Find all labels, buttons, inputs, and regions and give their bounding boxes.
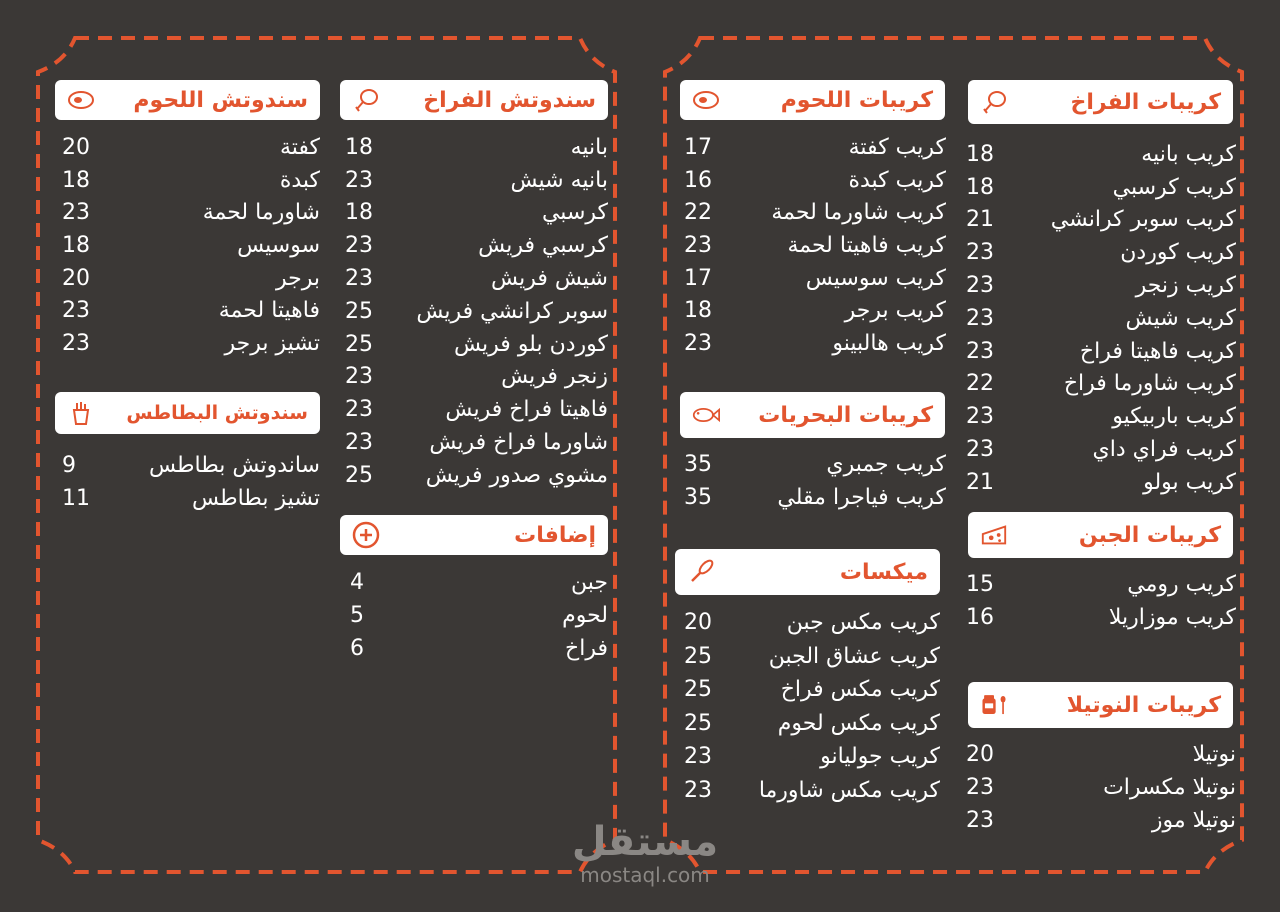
menu-item [345,229,608,262]
item-name: كريب موزاريلا [1108,605,1236,630]
section-title: سندوتش البطاطس [126,402,308,424]
menu-item [345,393,608,426]
item-price: 35 [684,452,712,477]
item-price: 18 [966,174,994,200]
item-name: كريب فياجرا مقلي [777,485,946,510]
fish-icon [692,401,720,429]
item-name: كريب مكس شاورما [758,777,940,803]
menu-item [684,327,946,360]
items-meat-crepes [684,131,946,360]
item-price: 22 [684,200,712,226]
item-price: 23 [62,298,90,324]
menu-item [62,131,320,164]
item-price: 21 [966,207,994,233]
item-name: لحوم [562,603,608,628]
menu-item [684,448,946,481]
item-price: 16 [966,605,994,630]
items-chicken-sandwich [345,131,608,492]
section-header-cheese-crepes [968,512,1233,558]
menu-item [62,294,320,327]
item-name: فاهيتا لحمة [218,298,320,324]
item-price: 23 [966,775,994,800]
items-mixes [684,606,940,807]
item-price: 23 [345,364,373,390]
menu-item [345,459,608,492]
item-price: 18 [62,232,90,258]
item-price: 23 [345,397,373,423]
item-price: 23 [62,200,90,226]
menu-item [350,566,608,599]
chicken-leg-icon [980,88,1008,116]
item-name: شاورما لحمة [202,200,320,226]
section-header-meat-crepes [680,80,945,120]
item-price: 23 [345,233,373,259]
item-price: 23 [684,330,712,356]
menu-item [966,568,1236,601]
items-chicken-crepes [966,138,1236,499]
item-name: كريب شاورما لحمة [771,200,946,226]
section-header-mixes [675,549,940,595]
menu-item [684,164,946,197]
item-name: كريب فاهيتا فراخ [1079,338,1236,364]
item-price: 23 [966,808,994,833]
menu-item [62,164,320,197]
steak-icon [692,86,720,114]
item-name: كريب فراي داي [1092,437,1236,463]
item-name: كريب بولو [1143,469,1236,495]
item-price: 23 [966,338,994,364]
section-title: إضافات [514,522,596,548]
item-price: 17 [684,134,712,160]
section-header-chicken-crepes [968,80,1233,124]
item-price: 25 [684,643,712,669]
menu-item [684,740,940,774]
item-price: 23 [966,305,994,331]
item-price: 20 [684,610,712,636]
menu-item [62,262,320,295]
menu-item [966,236,1236,269]
menu-item [966,368,1236,401]
item-name: كفتة [279,134,320,160]
item-name: كريب برجر [844,298,946,324]
item-name: ساندوتش بطاطس [148,453,320,478]
menu-item [684,606,940,640]
menu-item [966,335,1236,368]
section-header-additions [340,515,608,555]
watermark-arabic: مستقل [571,819,719,865]
item-name: كريب مكس جبن [786,610,940,636]
item-name: كريب جوليانو [820,744,940,770]
menu-item [350,632,608,665]
item-price: 16 [684,167,712,193]
item-price: 5 [350,603,364,628]
menu-item [684,673,940,707]
items-additions [350,566,608,665]
section-title: سندوتش الفراخ [423,87,596,113]
menu-item [966,269,1236,302]
item-name: كرسبي فريش [478,233,608,259]
item-name: نوتيلا مكسرات [1103,775,1236,800]
section-title: كريبات الفراخ [1070,89,1221,115]
item-price: 21 [966,469,994,495]
item-name: كريب كرسبي [1112,174,1236,200]
item-name: تشيز بطاطس [192,486,320,511]
item-price: 22 [966,371,994,397]
menu-item [684,640,940,674]
menu-item [345,262,608,295]
menu-item [345,361,608,394]
menu-item [345,328,608,361]
item-name: كريب جمبري [826,452,946,477]
item-price: 17 [684,265,712,291]
section-header-potato-sandwich [55,392,320,434]
item-name: كريب فاهيتا لحمة [787,232,946,258]
item-name: كريب عشاق الجبن [768,643,940,669]
section-title: كريبات النوتيلا [1066,692,1221,718]
section-header-chicken-sandwich [340,80,608,120]
menu-item [684,131,946,164]
menu-item [966,138,1236,171]
item-price: 18 [345,200,373,226]
item-name: كريب كوردن [1120,240,1236,266]
menu-item [62,482,320,515]
menu-item [684,707,940,741]
menu-item [62,196,320,229]
item-price: 18 [62,167,90,193]
menu-item [966,601,1236,634]
menu-item [966,171,1236,204]
items-nutella-crepes [966,738,1236,837]
item-name: كريب باربيكيو [1112,404,1236,430]
item-name: بانيه [570,134,608,160]
item-name: كريب شاورما فراخ [1063,371,1236,397]
cheese-icon [980,521,1008,549]
menu-item [62,229,320,262]
item-price: 20 [966,742,994,767]
item-price: 23 [966,437,994,463]
item-price: 23 [62,330,90,356]
item-price: 23 [345,266,373,292]
menu-item [966,804,1236,837]
item-price: 35 [684,485,712,510]
item-price: 9 [62,453,76,478]
menu-item [684,294,946,327]
item-name: كريب سوسيس [805,265,946,291]
menu-item [966,400,1236,433]
item-name: شاورما فراخ فريش [429,430,608,456]
item-price: 25 [345,331,373,357]
item-name: سوسيس [237,232,320,258]
items-seafood-crepes [684,448,946,514]
item-price: 23 [966,240,994,266]
item-name: فاهيتا فراخ فريش [445,397,608,423]
section-header-nutella-crepes [968,682,1233,728]
item-name: شيش فريش [491,266,608,292]
steak-icon [67,86,95,114]
item-price: 25 [345,462,373,488]
item-name: كرسبي [541,200,608,226]
item-price: 25 [684,710,712,736]
section-title: كريبات اللحوم [780,87,933,113]
item-price: 23 [345,167,373,193]
items-potato-sandwich [62,449,320,515]
items-cheese-crepes [966,568,1236,634]
item-price: 25 [345,298,373,324]
item-price: 25 [684,677,712,703]
menu-item [684,196,946,229]
section-header-meat-sandwich [55,80,320,120]
menu-item [966,771,1236,804]
item-name: كريب رومي [1127,572,1236,597]
item-name: كريب هالبينو [832,330,946,356]
menu-item [350,599,608,632]
item-name: جبن [571,570,608,595]
menu-item [684,481,946,514]
item-name: مشوي صدور فريش [425,462,608,488]
item-name: فراخ [565,636,608,661]
menu-item [966,433,1236,466]
item-name: كريب مكس فراخ [780,677,940,703]
item-price: 6 [350,636,364,661]
menu-item [684,774,940,808]
item-name: كريب زنجر [1135,273,1236,299]
item-price: 20 [62,265,90,291]
section-title: سندوتش اللحوم [133,87,308,113]
section-title: ميكسات [839,559,928,585]
item-price: 4 [350,570,364,595]
whisk-icon [687,558,715,586]
section-title: كريبات الجبن [1078,522,1221,548]
menu-item [684,262,946,295]
item-name: نوتيلا [1192,742,1236,767]
menu-item [966,466,1236,499]
menu-item [345,426,608,459]
item-price: 23 [966,404,994,430]
item-price: 23 [966,273,994,299]
item-name: كريب كفتة [848,134,946,160]
plus-circle-icon [352,521,380,549]
menu-item [345,295,608,328]
item-name: كريب مكس لحوم [777,710,940,736]
item-name: تشيز برجر [224,330,320,356]
item-name: كريب بانيه [1141,141,1236,167]
menu-item [345,164,608,197]
fries-icon [67,399,95,427]
item-price: 23 [684,744,712,770]
menu-item [62,327,320,360]
item-name: كريب سوبر كرانشي [1050,207,1236,233]
section-header-seafood-crepes [680,392,945,438]
item-name: كوردن بلو فريش [454,331,608,357]
item-name: كبدة [279,167,320,193]
menu-item [966,302,1236,335]
item-price: 23 [684,777,712,803]
item-name: كريب شيش [1125,305,1236,331]
item-price: 23 [345,430,373,456]
item-price: 18 [345,134,373,160]
menu-item [62,449,320,482]
item-name: كريب كبدة [848,167,946,193]
menu-item [966,204,1236,237]
watermark [560,820,730,886]
items-meat-sandwich [62,131,320,360]
item-price: 11 [62,486,90,511]
item-name: برجر [276,265,320,291]
item-name: بانيه شيش [510,167,608,193]
watermark-latin: mostaql.com [580,863,710,887]
menu-item [966,738,1236,771]
item-name: زنجر فريش [501,364,608,390]
item-price: 23 [684,232,712,258]
section-title: كريبات البحريات [758,402,933,428]
item-price: 20 [62,134,90,160]
nutella-jar-icon [980,691,1008,719]
menu-item [684,229,946,262]
menu-item [345,131,608,164]
chicken-leg-icon [352,86,380,114]
item-price: 15 [966,572,994,597]
item-price: 18 [966,141,994,167]
menu-item [345,197,608,230]
item-name: نوتيلا موز [1151,808,1236,833]
item-name: سوبر كرانشي فريش [416,298,608,324]
item-price: 18 [684,298,712,324]
